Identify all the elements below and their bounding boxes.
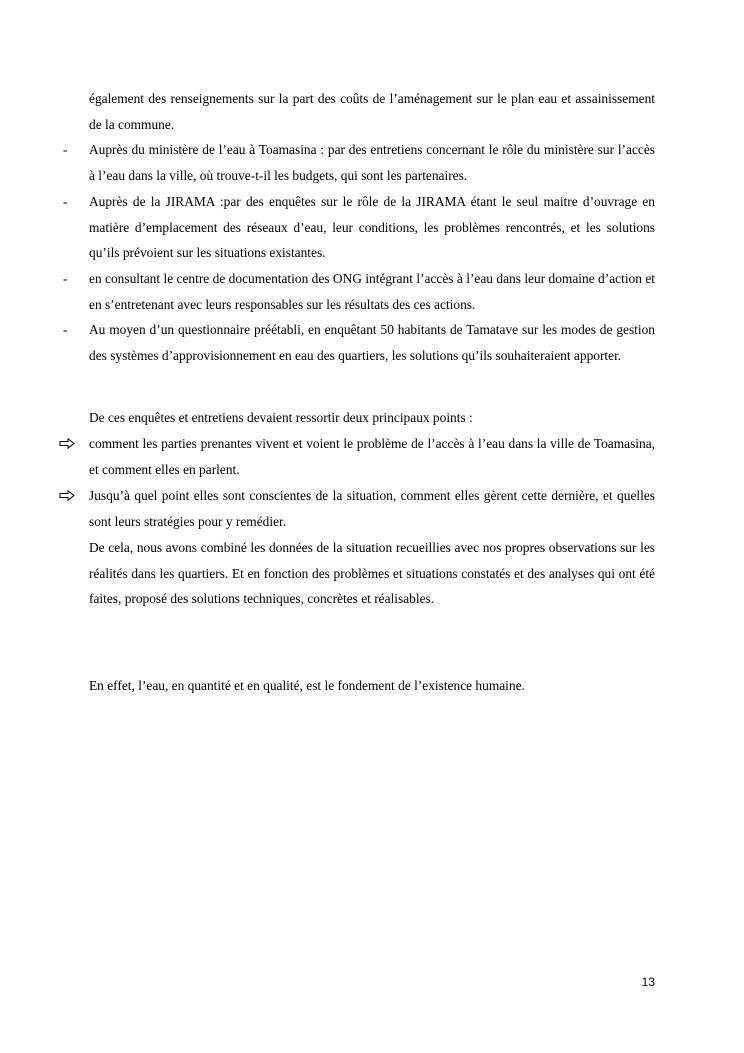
page-number: 13 [641, 975, 655, 989]
list-item-text: comment les parties prenantes vivent et voient le problème de l’accès à l’eau dans la ville de Toamasina, et comment elles en parlent. [89, 436, 655, 477]
arrow-right-icon [59, 431, 79, 449]
list-item-text: Auprès de la JIRAMA :par des enquêtes sur le rôle de la JIRAMA étant le seul maitre d’ouvrage en matière d’emplacement des réseaux d’eau, leur conditions, les problèmes rencontrés, et les solutions qu’ils prévoient sur les situations existantes. [89, 194, 655, 261]
arrow-right-icon [59, 483, 79, 501]
synthesis-paragraph: De cela, nous avons combiné les données de la situation recueillies avec nos propres observations sur les réalités dans les quartiers. Et en fonction des problèmes et situations constatés et des analyses qui ont été faites, proposé des solutions techniques, concrètes et réalisables. [89, 540, 655, 607]
continuation-paragraph: également des renseignements sur la part des coûts de l’aménagement sur le plan eau et assainissement de la commune. [89, 91, 655, 132]
closing-paragraph: En effet, l’eau, en quantité et en qualité, est le fondement de l’existence humaine. [89, 678, 525, 693]
list-item-text: Au moyen d’un questionnaire préétabli, en enquêtant 50 habitants de Tamatave sur les modes de gestion des systèmes d’approvisionnement en eau des quartiers, les solutions qu’ils souhaiteraient apporter. [89, 322, 655, 363]
list-item [63, 137, 655, 188]
dash-bullet: - [63, 142, 68, 157]
list-item [63, 189, 655, 266]
list-item-text: en consultant le centre de documentation des ONG intégrant l’accès à l’eau dans leur domaine d’action et en s’entretenant avec leurs responsables sur les résultats des ces actions. [89, 271, 655, 312]
intro-points-paragraph: De ces enquêtes et entretiens devaient ressortir deux principaux points : [89, 410, 473, 425]
list-item [63, 317, 655, 368]
list-item [89, 431, 655, 482]
dash-bullet: - [63, 194, 68, 209]
list-item [89, 483, 655, 534]
list-item [63, 266, 655, 317]
dash-bullet: - [63, 271, 68, 286]
dash-bullet: - [63, 322, 68, 337]
list-item-text: Jusqu’à quel point elles sont conscientes de la situation, comment elles gèrent cette dernière, et quelles sont leurs stratégies pour y remédier. [89, 488, 655, 529]
list-item-text: Auprès du ministère de l’eau à Toamasina : par des entretiens concernant le rôle du ministère sur l’accès à l’eau dans la ville, où trouve-t-il les budgets, qui sont les partenaires. [89, 142, 655, 183]
